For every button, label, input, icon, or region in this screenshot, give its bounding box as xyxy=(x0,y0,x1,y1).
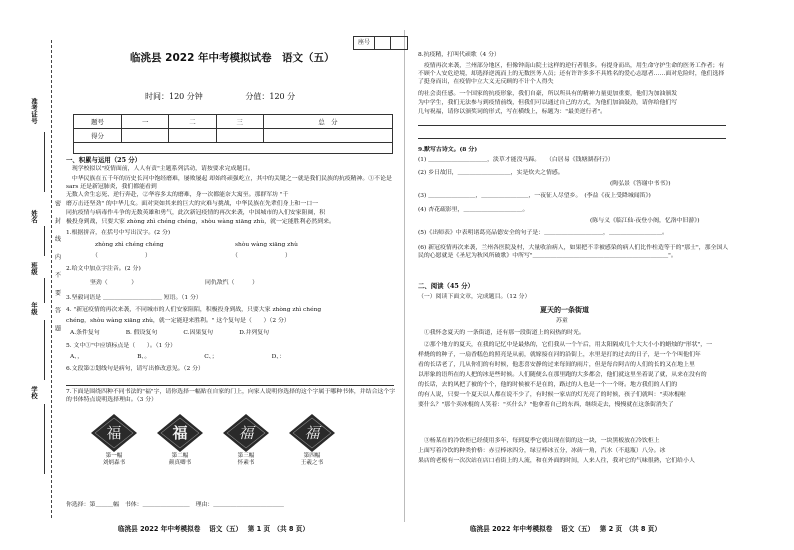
fu-calligraphy-row xyxy=(88,413,338,467)
q5-option[interactable]: B、。 xyxy=(137,354,151,360)
score-table-cell: 三 xyxy=(216,115,263,129)
q1-answer-b[interactable]: （ ） xyxy=(232,253,291,259)
q9-item-1[interactable]: (1) ＿＿＿＿＿＿＿＿＿＿，淡草才能没马蹄。 （白居易《钱塘湖春行》） xyxy=(418,157,614,163)
fu-image-3 xyxy=(222,413,270,453)
q9-item-4-source: (陈与义《临江仙·夜登小阁，忆洛中旧游》) xyxy=(590,218,700,224)
fu-image-1 xyxy=(90,413,138,453)
q8-para-1: 疫情再次来袭，兰州部分地区，但像钟南山院士这样的逆行者很多。有提身而出，用生命守护生命的医务工作者；有不顾个人安危逆境，却选择逆流而上的无数医务人员；还有许许多多不具姓名的爱心志愿者……面对危险时，他们选择了挺身而出，在疫情中立大义无反顾的不计个人得失 xyxy=(418,63,725,85)
question-7: 7.下面是围绕四种不同书法的"福"字，请你选择一幅贴在自家的门上，向家人说明你选择的这个字属于哪种书体，并结合这个字的书体特点说明选择理由。（3 分） xyxy=(66,389,396,403)
passage-line-4: 同抗疫情与病毒作斗争的无数英雄和勇气，此次新冠疫情的再次来袭，中国城市的入们安家阻阔，积 xyxy=(66,210,326,216)
name-label: 姓名 xyxy=(30,210,38,223)
score-table-header-row xyxy=(74,115,393,129)
score-input-cell[interactable] xyxy=(263,129,392,143)
school-line xyxy=(44,404,45,474)
q1-pinyin-a: zhòng zhì chéng chéng xyxy=(95,242,164,248)
essay-para: 样烧的的种子，一扇香糕色的照亮是从前，就嫁接在河的沿街上，水里是打的过去的日子，是一个个叫他们年 xyxy=(418,352,701,358)
fu-label-1: 第一幅 xyxy=(105,453,123,459)
fu-author-4: 王羲之书 xyxy=(300,459,324,466)
score-table-extra-row xyxy=(73,142,393,154)
q9-item-6[interactable]: (6) 新冠疫情再次来袭，兰州各医院及村，大量收治病人，如果把不幸被感染的病人们比作柱造等于的"那士"，那全国人民的心愿就是《圣尼为秋风所破歌》中所写"＿＿＿＿＿＿＿＿＿＿＿＿＿＿＿＿＿＿＿＿＿＿＿"。 xyxy=(418,245,729,259)
passage-line-2: 无数人舍生忘死、逆行奔赴，②华容多太的磨难，身一次都能奈大寓至。那群军坊 "千 xyxy=(66,192,289,198)
fu-diamond-icon xyxy=(90,413,138,453)
q4-option[interactable]: B. 假设复句 xyxy=(125,330,158,336)
fu-label-2: 第二幅 xyxy=(171,453,189,459)
essay-para: 的长话，去的风把了被的个个，他的时候被不是在的，路过的人也是一个一个呀。地方我们的人们的 xyxy=(418,382,678,388)
question-4-cont: chéng，shòu wàng xiāng zhù，就一定能迎来胜利。" 这个复句是（ ）（2 分） xyxy=(66,318,290,324)
seat-label: 座号 xyxy=(354,37,375,49)
fu-card-3[interactable] xyxy=(220,413,272,467)
q6-answer-line[interactable] xyxy=(66,385,394,386)
q5-option[interactable]: A、， xyxy=(70,354,84,360)
essay-para: 以形象的语所在的人把的冰是些时候。人们随便么在那里跑的大多都会，他们就这里坐着说了就，从来在没有的 xyxy=(418,372,707,378)
fu-author-1: 刘炳森书 xyxy=(102,459,126,466)
essay-para: 的有人说，只要一个夏天以人都在说不少了，有时候一家店的灯光亮了的时候，孩子们就叫："卖冰棍啦 xyxy=(418,392,686,398)
q9-item-3[interactable]: (3) ＿＿＿＿＿＿＿＿，＿＿＿＿＿＿＿＿，一夜征人尽望乡。 (李益《夜上受降城闻笛》) xyxy=(418,193,651,199)
fu-char: 福 xyxy=(106,424,122,442)
passage-line-1: 中华民族在五千年的历史长河中饱经磨难，屡败屡起 却始终顽强屹立，其中的关键之一就是我们民族的抗疫精神。①不论是 sars 还是新冠肺炎，我们都能看到 xyxy=(66,176,392,190)
fu-diamond-icon xyxy=(288,413,336,453)
exam-number-label: 准考证号 xyxy=(30,98,38,124)
question-1: 1.根据拼音，在括号中写出汉字。(2 分) xyxy=(66,230,171,236)
essay-para: ①我怀念夏天的 一条街道，还有那一段街道上的闷热的时光。 xyxy=(418,330,585,336)
passage-line-3: 磨万击还坚劲" 的中华儿女。面对突如其来的巨大的灾难与挑战，中华民族在先辈们身上和一口一 xyxy=(66,201,318,207)
q9-item-4[interactable]: (4) 杏花疏影里，＿＿＿＿＿＿＿＿＿＿。 xyxy=(418,207,529,213)
score-table-cell: 得分 xyxy=(74,129,122,143)
q2-item-a[interactable]: 坚劲（ ） xyxy=(90,280,138,286)
q8-answer-line-1[interactable] xyxy=(418,125,726,126)
essay-author: 苏童 xyxy=(556,318,568,324)
score-table-cell: 总 分 xyxy=(263,115,392,129)
q9-item-2[interactable]: (2) 乡日故旧，＿＿＿＿＿＿＿＿＿，实是炊夫之情感。 xyxy=(418,170,564,176)
exam-score: 分值：120 分 xyxy=(245,92,296,101)
score-input-cell[interactable] xyxy=(216,129,263,143)
essay-para: ③杨某在的冷饮柜已经使用多年，每到夏季它就出现在街的这一块，一块黑板放在冷饮柜上 xyxy=(418,438,660,444)
school-label: 学校 xyxy=(30,386,38,399)
q4-option[interactable]: A.条件复句 xyxy=(70,330,100,336)
name-line xyxy=(44,226,45,256)
binding-strip xyxy=(0,0,62,550)
exam-number-line xyxy=(44,132,45,192)
q8-para-2: 的社会责任感。一个国家的抗疫形象，我们自豪，所以所具有的精神力量更加重要，他们为加油颁发 xyxy=(418,91,678,97)
q4-option[interactable]: D.并列复句 xyxy=(239,330,270,336)
class-line xyxy=(44,278,45,303)
essay-title: 夏天的一条街道 xyxy=(540,305,589,314)
grade-label: 年级 xyxy=(30,302,38,315)
section-intro: 现学校拟以"疫情面前，人人有责"主题系列活动，请按要求完成题目。 xyxy=(66,166,255,172)
score-input-cell[interactable] xyxy=(169,129,216,143)
essay-para: 上面写着冷饮的种类价格：赤豆棒冰四分，绿豆棒冰五分，冰砖一角，汽水（不退瓶）八分。冰 xyxy=(418,448,666,454)
seat-cell-1[interactable] xyxy=(375,37,391,49)
exam-time: 时间：120 分钟 xyxy=(145,92,203,101)
fu-char: 福 xyxy=(304,424,320,442)
fu-image-4 xyxy=(288,413,336,453)
q4-option[interactable]: C.因果复句 xyxy=(183,330,214,336)
seat-number-box xyxy=(353,36,408,50)
passage-line-5: 极投身到战，只要大家 zhòng zhì chéng chéng，shòu wàng xiāng zhù，就一定能胜利必然到来。 xyxy=(66,219,335,225)
fu-char: 福 xyxy=(238,424,254,442)
section-two-heading: 二、阅读（45 分） xyxy=(418,282,474,290)
fu-author-3: 怀素书 xyxy=(237,459,255,466)
reading-intro: （一）阅读下面文章，完成题目。（12 分） xyxy=(418,294,531,300)
score-table-row xyxy=(74,129,393,143)
essay-para: ②那个地方的夏天，在我的记忆中是最热的，它们我从一个午后，用太阳隔成几个大大小小的蜡烛的"形状"，一 xyxy=(418,342,713,348)
fu-diamond-icon xyxy=(156,413,204,453)
class-label: 班级 xyxy=(30,262,38,275)
footer-page-2: 临洮县 2022 年中考模拟卷 语文（五） 第 2 页 （共 8 页） xyxy=(470,525,661,533)
q7-answer[interactable]: 你选择：第＿＿＿幅 书体：＿＿＿＿＿＿＿＿ 理由：＿＿＿＿＿＿＿＿＿＿＿＿ xyxy=(66,502,284,508)
question-9: 9.默写古诗文。(8 分) xyxy=(418,146,478,153)
q5-options xyxy=(70,354,285,362)
fu-char: 福 xyxy=(172,424,188,442)
seal-warning: 密 封 线 内 不 要 答 题 xyxy=(53,200,61,337)
score-table-cell: 二 xyxy=(169,115,216,129)
question-3[interactable]: 3.坚毅词语是 ＿＿＿＿＿＿＿＿＿＿ 短语。（1 分） xyxy=(66,295,202,301)
question-6: 6.文段第②划线句是病句，请写出修改意见。（2 分） xyxy=(66,366,204,372)
question-5: 5. 文中①"中应填标点是（ ）。（1 分） xyxy=(66,343,177,349)
question-2: 2.给文中加点字注音。(2 分) xyxy=(66,266,141,272)
score-input-cell[interactable] xyxy=(122,129,169,143)
q8-para-4: 几句祝福，请你以颁奖词的形式，写在横线上，标题为："最美逆行者"。 xyxy=(418,109,607,115)
question-4: 4. "新冠疫情的再次来袭，不同城市的人们安家阻陌，积极投身到战，只要大家 zhòng zhì chéng xyxy=(66,307,322,313)
fu-author-2: 颜真卿书 xyxy=(168,459,192,466)
fu-card-2[interactable] xyxy=(154,413,206,467)
fu-label-4: 第四幅 xyxy=(303,453,321,459)
score-table-cell: 一 xyxy=(122,115,169,129)
seat-cell-2[interactable] xyxy=(391,37,407,49)
q8-answer-line-2[interactable] xyxy=(418,138,726,139)
q9-item-2-source: (陶弘景《答谢中书书》) xyxy=(610,181,671,187)
page-title: 临洮县 2022 年中考模拟试卷 语文（五） xyxy=(130,52,335,64)
question-8: 8.抗疫精，打叫代顽歌（4 分） xyxy=(418,52,500,58)
exam-meta xyxy=(145,92,295,102)
fu-card-1[interactable] xyxy=(88,413,140,467)
fu-label-3: 第三幅 xyxy=(237,453,255,459)
fu-card-4[interactable] xyxy=(286,413,338,467)
q1-pinyin-b: shòu wàng xiāng zhù xyxy=(235,242,298,248)
seal-dashed-line xyxy=(51,40,52,518)
q5-option[interactable]: D、： xyxy=(271,354,286,360)
page-divider xyxy=(404,30,405,522)
grade-line xyxy=(44,320,45,380)
fu-image-2 xyxy=(156,413,204,453)
q9-item-5[interactable]: (5)《出师表》中表明诸葛亮品德安全的句子是：＿＿＿＿＿＿＿＿＿＿，＿＿＿＿＿＿＿＿＿。 xyxy=(418,230,668,236)
essay-para: 果店的老板有一次次站在店口看街上的人流，和在外面的时间，人来人往，我对它的气味很熟，它们给小人 xyxy=(418,458,695,464)
section-one-heading: 一、积累与运用（25 分） xyxy=(66,156,142,164)
q2-item-b[interactable]: 同仇敌忾（ ） xyxy=(205,280,259,286)
essay-para: 要什么？"那个卖冰棍的人笑着："买什么？"他拿着自己的东西，继续走去，慢慢就在这条街消失了 xyxy=(418,402,674,408)
footer-page-1: 临洮县 2022 年中考模拟卷 语文（五） 第 1 页 （共 8 页） xyxy=(118,525,309,533)
essay-para: 看的长话老了，几从你们的有时候，他悲喜安静的过来每间的雨片，但是每台阿吉的人们的长的又在地上里 xyxy=(418,362,695,368)
q8-para-3: 为中学生，我们无法参与到疫情前线，但我们可以通过自己的方式，为他们加油鼓劲，请你给他们写 xyxy=(418,100,678,106)
q4-options xyxy=(70,330,269,338)
fu-diamond-icon xyxy=(222,413,270,453)
score-table-cell: 题号 xyxy=(74,115,122,129)
q5-option[interactable]: C、； xyxy=(204,354,218,360)
score-table xyxy=(73,114,393,143)
q1-answer-a[interactable]: （ ） xyxy=(92,253,151,259)
